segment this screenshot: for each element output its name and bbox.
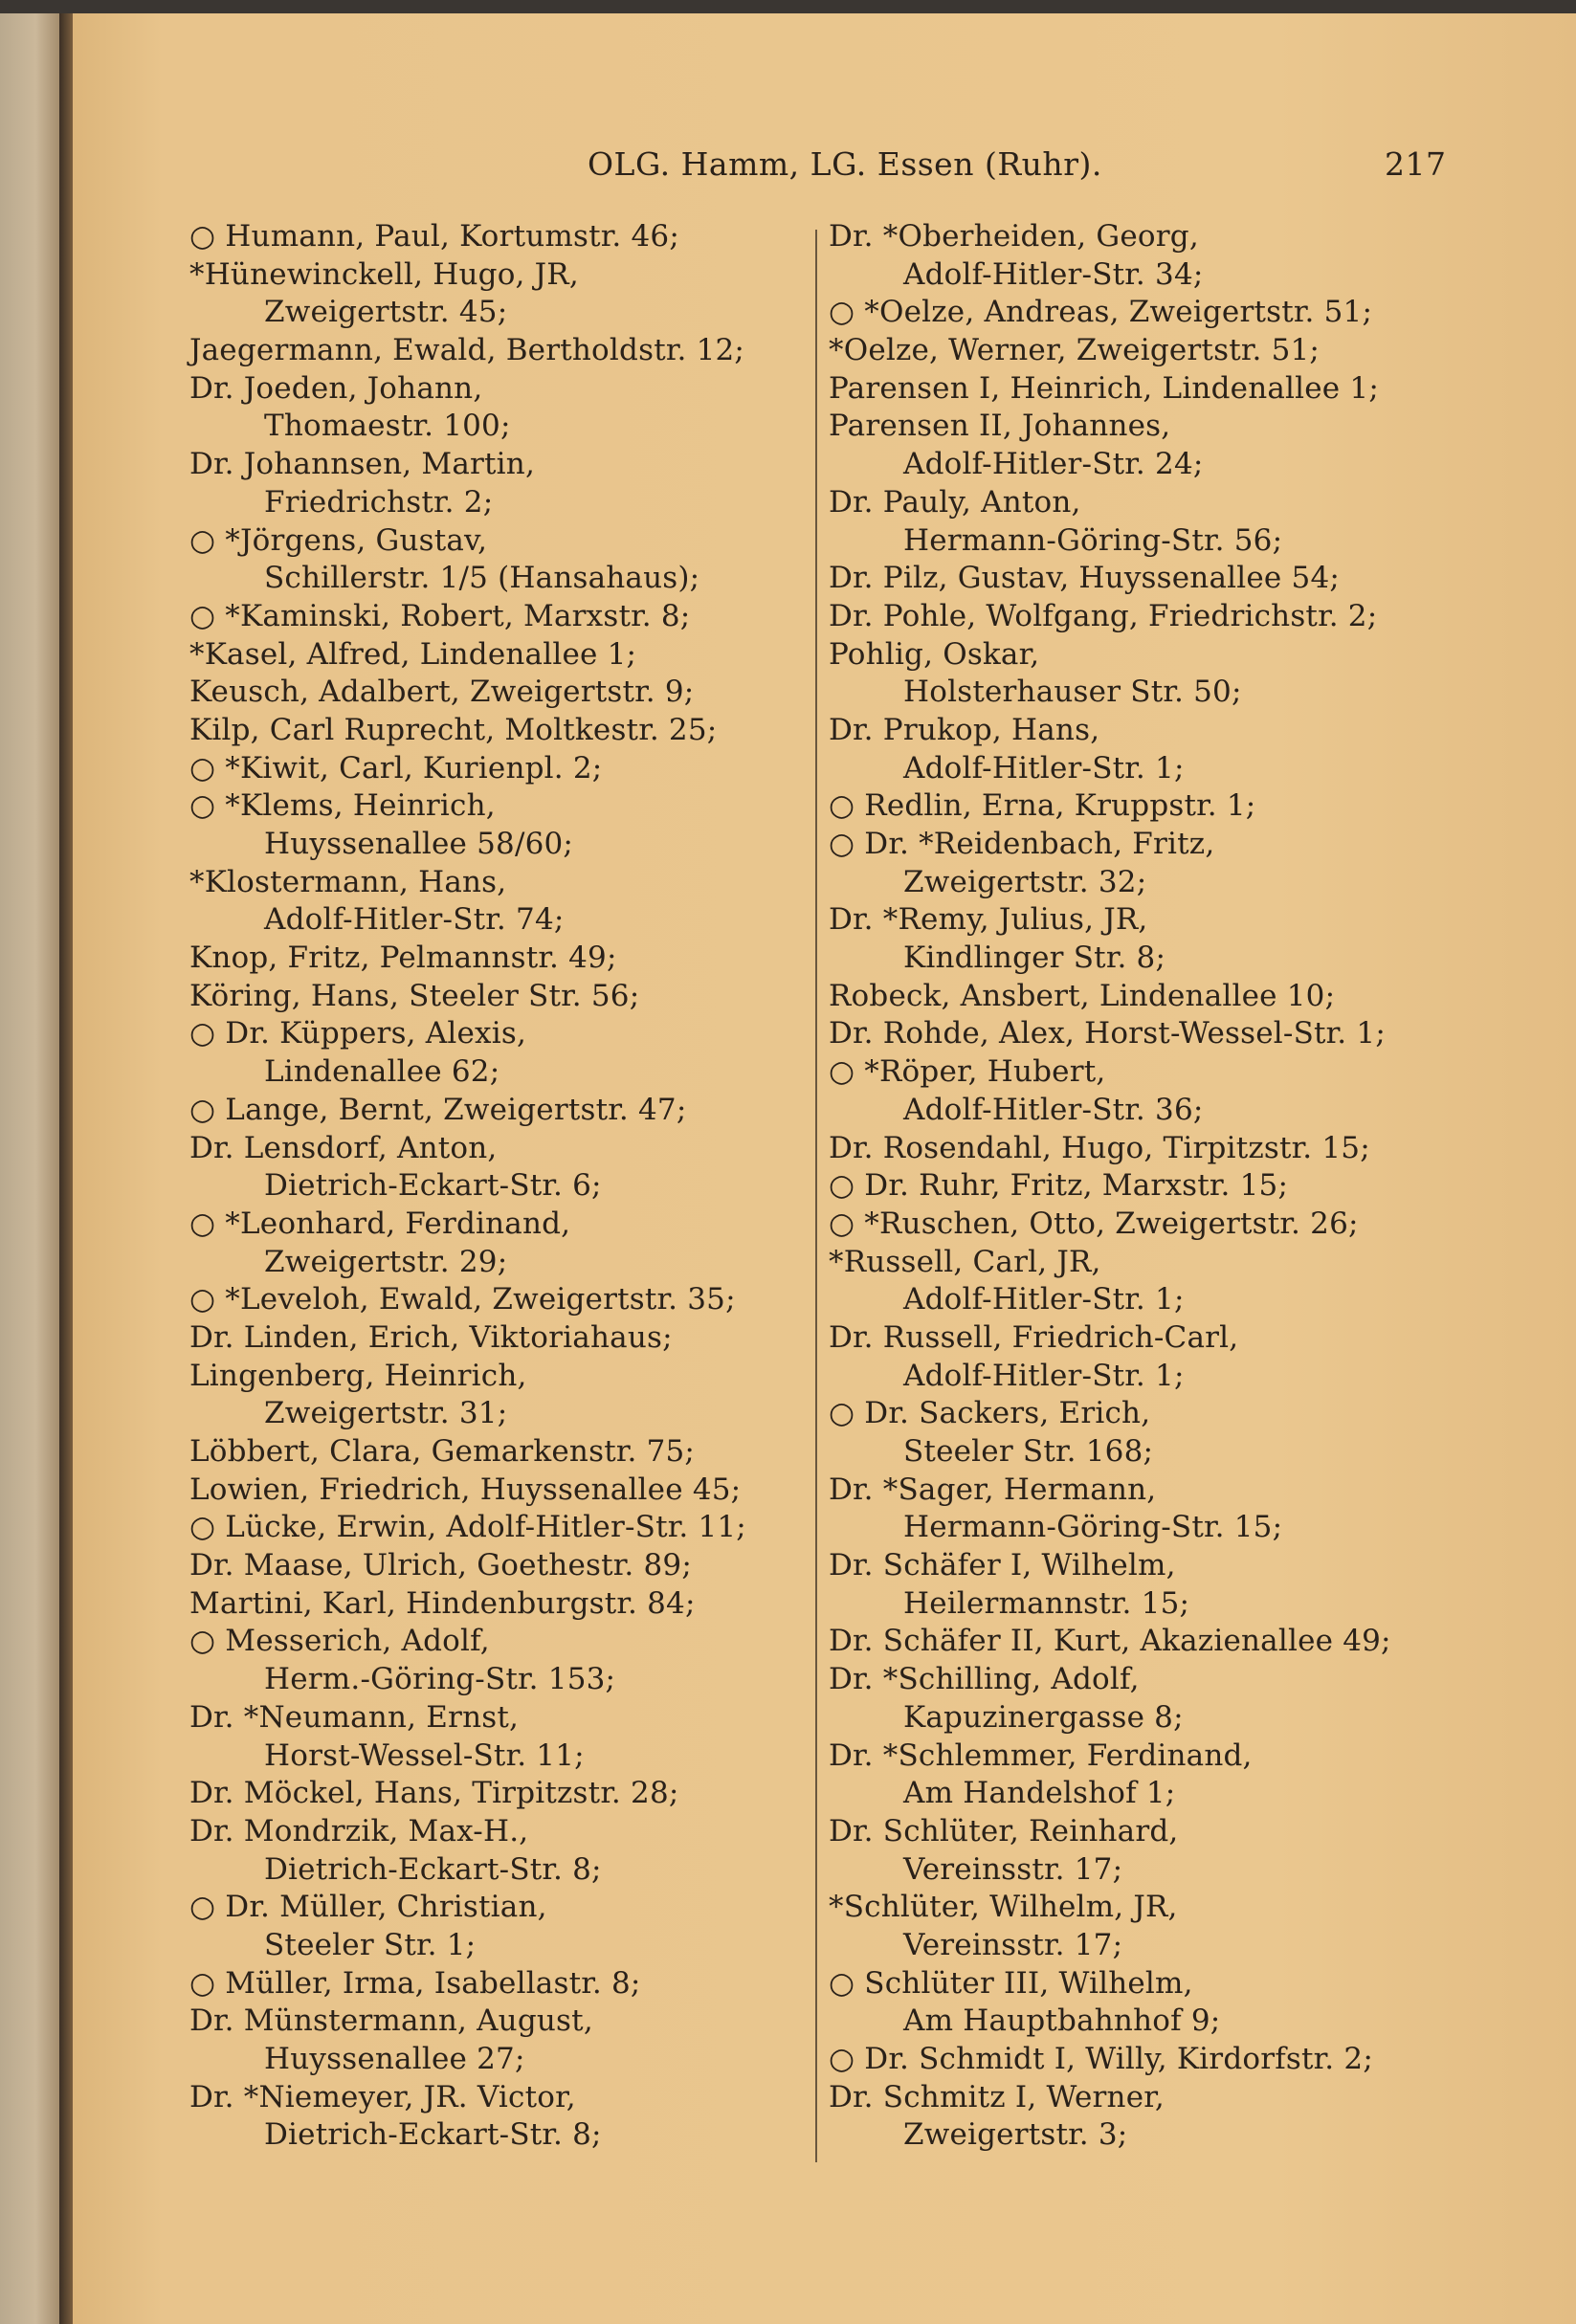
entry-address-line: Zweigertstr. 45; <box>264 295 508 330</box>
column-divider <box>815 230 817 2162</box>
entry-line: ○ Dr. Schmidt I, Willy, Kirdorfstr. 2; <box>829 2042 1373 2076</box>
entry-address-line: Vereinsstr. 17; <box>903 1851 1123 1887</box>
entry-address-line: Adolf-Hitler-Str. 1; <box>903 750 1185 786</box>
entry-line: *Oelze, Werner, Zweigertstr. 51; <box>829 333 1321 368</box>
entry-line: ○ *Leveloh, Ewald, Zweigertstr. 35; <box>189 1282 736 1317</box>
entry-line: ○ Dr. *Reidenbach, Fritz, <box>829 827 1215 861</box>
entry-line: Dr. Lensdorf, Anton, <box>189 1130 498 1165</box>
entry-address-line: Hermann-Göring-Str. 56; <box>903 522 1283 558</box>
entry-address-line: Horst-Wessel-Str. 11; <box>264 1737 585 1773</box>
entry-line: *Hünewinckell, Hugo, JR, <box>189 256 579 292</box>
entry-line: Dr. *Neumann, Ernst, <box>189 1699 520 1735</box>
entry-address-line: Huyssenallee 27; <box>264 2042 525 2076</box>
entry-line: *Kasel, Alfred, Lindenallee 1; <box>189 636 637 672</box>
entry-line: ○ Dr. Sackers, Erich, <box>829 1396 1151 1431</box>
entry-address-line: Hermann-Göring-Str. 15; <box>903 1510 1283 1545</box>
entry-address-line: Zweigertstr. 29; <box>264 1244 508 1279</box>
entry-line: Kilp, Carl Ruprecht, Moltkestr. 25; <box>189 712 718 747</box>
entry-address-line: Steeler Str. 1; <box>264 1927 477 1962</box>
entry-line: Parensen I, Heinrich, Lindenallee 1; <box>829 370 1379 406</box>
entry-line: ○ Müller, Irma, Isabellastr. 8; <box>189 1965 641 2001</box>
entry-address-line: Adolf-Hitler-Str. 1; <box>903 1358 1185 1393</box>
entry-line: Knop, Fritz, Pelmannstr. 49; <box>189 941 617 976</box>
entry-line: Dr. Schlüter, Reinhard, <box>829 1813 1179 1848</box>
entry-line: Dr. Schmitz I, Werner, <box>829 2079 1165 2114</box>
entry-address-line: Herm.-Göring-Str. 153; <box>264 1662 616 1697</box>
entry-line: Lowien, Friedrich, Huyssenallee 45; <box>189 1472 742 1507</box>
entry-address-line: Steeler Str. 168; <box>903 1434 1154 1469</box>
entry-line: *Russell, Carl, JR, <box>829 1244 1101 1279</box>
entry-line: Robeck, Ansbert, Lindenallee 10; <box>829 978 1336 1013</box>
entry-line: Jaegermann, Ewald, Bertholdstr. 12; <box>189 333 745 368</box>
entry-line: Pohlig, Oskar, <box>829 636 1040 672</box>
entry-line: Dr. Russell, Friedrich-Carl, <box>829 1319 1239 1355</box>
entry-line: ○ *Leonhard, Ferdinand, <box>189 1206 571 1241</box>
entry-line: Dr. Pilz, Gustav, Huyssenallee 54; <box>829 561 1341 596</box>
entry-address-line: Zweigertstr. 31; <box>264 1396 508 1431</box>
entry-line: ○ Redlin, Erna, Kruppstr. 1; <box>829 788 1256 824</box>
entry-line: Dr. Schäfer I, Wilhelm, <box>829 1548 1176 1583</box>
entry-line: ○ Schlüter III, Wilhelm, <box>829 1965 1193 2001</box>
entry-line: Dr. *Oberheiden, Georg, <box>829 219 1199 254</box>
entry-address-line: Am Hauptbahnhof 9; <box>903 2003 1221 2039</box>
entry-line: Dr. Rosendahl, Hugo, Tirpitzstr. 15; <box>829 1130 1370 1165</box>
entry-line: Dr. Maase, Ulrich, Goethestr. 89; <box>189 1548 692 1583</box>
entry-line: ○ *Kaminski, Robert, Marxstr. 8; <box>189 598 691 633</box>
entry-line: ○ *Jörgens, Gustav, <box>189 522 488 558</box>
entry-line: Martini, Karl, Hindenburgstr. 84; <box>189 1585 696 1621</box>
entry-line: Dr. Johannsen, Martin, <box>189 447 536 482</box>
entry-address-line: Adolf-Hitler-Str. 34; <box>903 256 1204 292</box>
entry-address-line: Dietrich-Eckart-Str. 8; <box>264 1851 602 1887</box>
entry-line: Dr. Schäfer II, Kurt, Akazienallee 49; <box>829 1624 1391 1659</box>
entry-line: Dr. Münstermann, August, <box>189 2003 593 2039</box>
book-spine <box>0 13 59 2324</box>
running-header: OLG. Hamm, LG. Essen (Ruhr). <box>588 145 1102 183</box>
entry-line: ○ *Röper, Hubert, <box>829 1054 1106 1090</box>
entry-address-line: Adolf-Hitler-Str. 74; <box>264 902 565 938</box>
entry-line: Löbbert, Clara, Gemarkenstr. 75; <box>189 1434 696 1469</box>
entry-address-line: Dietrich-Eckart-Str. 6; <box>264 1168 602 1204</box>
entry-address-line: Friedrichstr. 2; <box>264 484 494 520</box>
entry-line: Dr. Pauly, Anton, <box>829 484 1081 520</box>
entry-line: ○ Dr. Küppers, Alexis, <box>189 1016 526 1051</box>
right-column <box>829 218 1391 2155</box>
entry-line: *Klostermann, Hans, <box>189 864 507 899</box>
entry-address-line: Zweigertstr. 3; <box>903 2117 1128 2153</box>
entry-address-line: Am Handelshof 1; <box>903 1776 1176 1811</box>
scan-top-edge <box>0 0 1576 13</box>
entry-line: ○ *Klems, Heinrich, <box>189 788 496 824</box>
entry-line: Dr. *Schlemmer, Ferdinand, <box>829 1737 1253 1773</box>
entry-address-line: Adolf-Hitler-Str. 1; <box>903 1282 1185 1317</box>
entry-line: Dr. *Schilling, Adolf, <box>829 1662 1140 1697</box>
entry-line: Dr. Pohle, Wolfgang, Friedrichstr. 2; <box>829 598 1378 633</box>
entry-line: Parensen II, Johannes, <box>829 409 1171 444</box>
page-gutter <box>59 13 73 2324</box>
entry-address-line: Heilermannstr. 15; <box>903 1585 1190 1621</box>
entry-address-line: Thomaestr. 100; <box>264 409 511 444</box>
entry-line: ○ Lücke, Erwin, Adolf-Hitler-Str. 11; <box>189 1510 746 1545</box>
entry-address-line: Holsterhauser Str. 50; <box>903 675 1242 710</box>
entry-line: ○ *Ruschen, Otto, Zweigertstr. 26; <box>829 1206 1359 1241</box>
entry-line: Lingenberg, Heinrich, <box>189 1358 527 1393</box>
entry-address-line: Schillerstr. 1/5 (Hansahaus); <box>264 561 700 596</box>
entry-line: Dr. Mondrzik, Max-H., <box>189 1813 529 1848</box>
entry-address-line: Kindlinger Str. 8; <box>903 941 1166 976</box>
entry-line: Dr. *Sager, Hermann, <box>829 1472 1157 1507</box>
entry-line: Dr. Rohde, Alex, Horst-Wessel-Str. 1; <box>829 1016 1386 1051</box>
left-column <box>189 218 746 2155</box>
entry-line: Dr. Joeden, Johann, <box>189 370 483 406</box>
entry-line: Dr. Möckel, Hans, Tirpitzstr. 28; <box>189 1776 679 1811</box>
page-number: 217 <box>1385 145 1447 183</box>
entry-address-line: Dietrich-Eckart-Str. 8; <box>264 2117 602 2153</box>
entry-line: ○ Dr. Müller, Christian, <box>189 1890 547 1925</box>
entry-line: *Schlüter, Wilhelm, JR, <box>829 1890 1178 1925</box>
entry-line: ○ Dr. Ruhr, Fritz, Marxstr. 15; <box>829 1168 1289 1204</box>
entry-address-line: Huyssenallee 58/60; <box>264 827 574 861</box>
entry-line: Keusch, Adalbert, Zweigertstr. 9; <box>189 675 695 710</box>
entry-line: Dr. *Niemeyer, JR. Victor, <box>189 2079 576 2114</box>
entry-line: Dr. Linden, Erich, Viktoriahaus; <box>189 1319 673 1355</box>
entry-line: Dr. *Remy, Julius, JR, <box>829 902 1148 938</box>
entry-address-line: Kapuzinergasse 8; <box>903 1699 1184 1735</box>
entry-line: ○ Messerich, Adolf, <box>189 1624 490 1659</box>
entry-address-line: Vereinsstr. 17; <box>903 1927 1123 1962</box>
entry-address-line: Zweigertstr. 32; <box>903 864 1147 899</box>
entry-line: Dr. Prukop, Hans, <box>829 712 1100 747</box>
entry-address-line: Adolf-Hitler-Str. 24; <box>903 447 1204 482</box>
entry-line: ○ *Kiwit, Carl, Kurienpl. 2; <box>189 750 603 786</box>
entry-address-line: Adolf-Hitler-Str. 36; <box>903 1092 1204 1127</box>
entry-line: ○ Humann, Paul, Kortumstr. 46; <box>189 219 679 254</box>
entry-address-line: Lindenallee 62; <box>264 1054 500 1090</box>
entry-line: Köring, Hans, Steeler Str. 56; <box>189 978 640 1013</box>
entry-line: ○ *Oelze, Andreas, Zweigertstr. 51; <box>829 295 1373 330</box>
entry-line: ○ Lange, Bernt, Zweigertstr. 47; <box>189 1092 687 1127</box>
